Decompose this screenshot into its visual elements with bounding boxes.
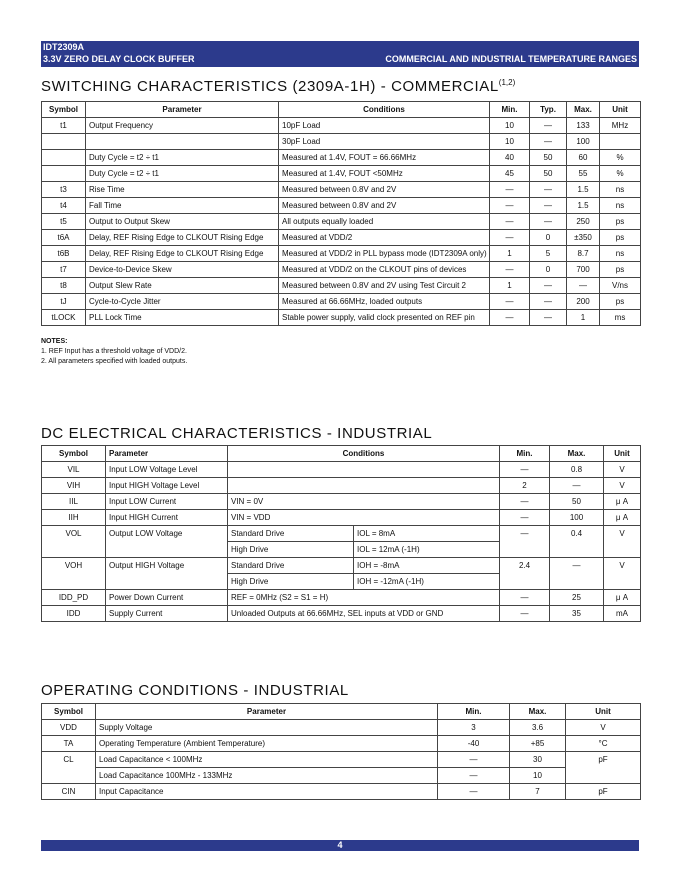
header-cell: Min.: [490, 102, 530, 118]
table-cell: MHz: [600, 118, 641, 134]
table-cell: —: [490, 294, 530, 310]
header-cell: Symbol: [42, 102, 86, 118]
table-cell: 133: [567, 118, 600, 134]
table-cell: 45: [490, 166, 530, 182]
header-cell: Symbol: [42, 704, 96, 720]
min-cell: 2.4: [500, 558, 550, 590]
switching-header-row: [42, 102, 641, 118]
unit-cell: V: [604, 478, 641, 494]
table-cell: Measured between 0.8V and 2V using Test Circuit 2: [279, 278, 490, 294]
table-cell: t5: [42, 214, 86, 230]
table-row: [42, 198, 641, 214]
table-cell: —: [490, 214, 530, 230]
table-cell: —: [490, 230, 530, 246]
max-cell: 30: [510, 752, 566, 768]
symbol-cell: TA: [42, 736, 96, 752]
switching-title: SWITCHING CHARACTERISTICS (2309A-1H) - COMMERCIAL$^{(1,2)}$: [41, 78, 516, 95]
unit-cell: pF: [566, 784, 641, 800]
table-cell: 200: [567, 294, 600, 310]
table-cell: t3: [42, 182, 86, 198]
unit-cell: V: [566, 720, 641, 736]
table-row: [42, 310, 641, 326]
table-row: [42, 606, 641, 622]
table-cell: 40: [490, 150, 530, 166]
note-2: 2. All parameters specified with loaded outputs.: [41, 358, 188, 365]
table-cell: Fall Time: [86, 198, 279, 214]
table-cell: —: [530, 214, 567, 230]
table-cell: Cycle-to-Cycle Jitter: [86, 294, 279, 310]
min-cell: —: [500, 510, 550, 526]
unit-cell: μ A: [604, 510, 641, 526]
table-cell: %: [600, 166, 641, 182]
parameter-cell: Output HIGH Voltage: [106, 558, 228, 590]
max-cell: 25: [550, 590, 604, 606]
table-row: [42, 590, 641, 606]
conditions-cell: REF = 0MHz (S2 = S1 = H): [228, 590, 500, 606]
temperature-range: COMMERCIAL AND INDUSTRIAL TEMPERATURE RANGES: [385, 54, 637, 64]
table-row: [42, 526, 641, 542]
table-cell: [600, 134, 641, 150]
table-cell: All outputs equally loaded: [279, 214, 490, 230]
parameter-cell: Input Capacitance: [96, 784, 438, 800]
min-cell: —: [500, 526, 550, 558]
table-cell: Measured at VDD/2: [279, 230, 490, 246]
parameter-cell: Load Capacitance < 100MHz: [96, 752, 438, 768]
table-row: [42, 246, 641, 262]
min-cell: —: [438, 752, 510, 768]
conditions-cell: Unloaded Outputs at 66.66MHz, SEL inputs at VDD or GND: [228, 606, 500, 622]
conditions-cell: VIN = 0V: [228, 494, 500, 510]
table-cell: t6A: [42, 230, 86, 246]
table-cell: PLL Lock Time: [86, 310, 279, 326]
table-cell: —: [530, 134, 567, 150]
table-row: [42, 784, 641, 800]
table-row: [42, 752, 641, 768]
drive-cell: High Drive: [228, 574, 354, 590]
table-cell: Rise Time: [86, 182, 279, 198]
drive-cell: Standard Drive: [228, 558, 354, 574]
table-cell: Delay, REF Rising Edge to CLKOUT Rising Edge: [86, 246, 279, 262]
table-row: [42, 278, 641, 294]
dc-table: [41, 445, 641, 622]
parameter-cell: Input HIGH Current: [106, 510, 228, 526]
table-cell: t8: [42, 278, 86, 294]
table-cell: —: [530, 182, 567, 198]
symbol-cell: IIH: [42, 510, 106, 526]
table-cell: 8.7: [567, 246, 600, 262]
table-row: [42, 478, 641, 494]
table-cell: 50: [530, 166, 567, 182]
symbol-cell: VDD: [42, 720, 96, 736]
header-cell: Parameter: [106, 446, 228, 462]
table-cell: Delay, REF Rising Edge to CLKOUT Rising Edge: [86, 230, 279, 246]
page-number: 4: [337, 840, 343, 850]
conditions-cell: IOL = 12mA (-1H): [354, 542, 500, 558]
table-cell: 0: [530, 230, 567, 246]
header-cell: Min.: [500, 446, 550, 462]
dc-title: DC ELECTRICAL CHARACTERISTICS - INDUSTRIAL: [41, 425, 433, 442]
table-cell: ps: [600, 294, 641, 310]
table-cell: —: [530, 294, 567, 310]
table-cell: —: [490, 310, 530, 326]
table-cell: Measured between 0.8V and 2V: [279, 198, 490, 214]
table-row: [42, 150, 641, 166]
min-cell: 3: [438, 720, 510, 736]
header-cell: Conditions: [228, 446, 500, 462]
parameter-cell: Load Capacitance 100MHz - 133MHz: [96, 768, 438, 784]
table-cell: —: [530, 310, 567, 326]
op-header-row: [42, 704, 641, 720]
max-cell: 0.4: [550, 526, 604, 558]
table-row: [42, 510, 641, 526]
unit-cell: V: [604, 558, 641, 590]
table-cell: —: [530, 118, 567, 134]
min-cell: —: [500, 606, 550, 622]
notes-title: NOTES:: [41, 338, 68, 345]
unit-cell: V: [604, 462, 641, 478]
table-cell: t1: [42, 118, 86, 134]
table-cell: tLOCK: [42, 310, 86, 326]
table-row: [42, 214, 641, 230]
table-cell: Measured at 1.4V, FOUT = 66.66MHz: [279, 150, 490, 166]
conditions-cell: IOH = -12mA (-1H): [354, 574, 500, 590]
min-cell: —: [500, 462, 550, 478]
table-row: [42, 230, 641, 246]
table-cell: 100: [567, 134, 600, 150]
max-cell: —: [550, 478, 604, 494]
unit-cell: V: [604, 526, 641, 558]
parameter-cell: Input LOW Current: [106, 494, 228, 510]
table-cell: 50: [530, 150, 567, 166]
table-cell: 60: [567, 150, 600, 166]
max-cell: +85: [510, 736, 566, 752]
max-cell: 100: [550, 510, 604, 526]
unit-cell: pF: [566, 752, 641, 784]
part-subtitle: 3.3V ZERO DELAY CLOCK BUFFER: [43, 54, 195, 64]
max-cell: 10: [510, 768, 566, 784]
unit-cell: μ A: [604, 494, 641, 510]
header-cell: Min.: [438, 704, 510, 720]
header-cell: Max.: [567, 102, 600, 118]
header-cell: Parameter: [86, 102, 279, 118]
drive-cell: High Drive: [228, 542, 354, 558]
max-cell: 50: [550, 494, 604, 510]
op-title: OPERATING CONDITIONS - INDUSTRIAL: [41, 682, 349, 699]
table-cell: ps: [600, 214, 641, 230]
table-cell: 1.5: [567, 198, 600, 214]
table-row: [42, 720, 641, 736]
unit-cell: μ A: [604, 590, 641, 606]
symbol-cell: VOL: [42, 526, 106, 558]
table-cell: Duty Cycle = t2 ÷ t1: [86, 166, 279, 182]
header-cell: Parameter: [96, 704, 438, 720]
note-1: 1. REF Input has a threshold voltage of VDD/2.: [41, 348, 187, 355]
parameter-cell: Input HIGH Voltage Level: [106, 478, 228, 494]
table-cell: t6B: [42, 246, 86, 262]
table-row: [42, 768, 641, 784]
symbol-cell: IIL: [42, 494, 106, 510]
table-cell: t7: [42, 262, 86, 278]
table-cell: Measured at 66.66MHz, loaded outputs: [279, 294, 490, 310]
table-cell: —: [490, 262, 530, 278]
symbol-cell: IDD: [42, 606, 106, 622]
min-cell: —: [438, 768, 510, 784]
table-cell: 1: [567, 310, 600, 326]
table-cell: 1: [490, 278, 530, 294]
drive-cell: Standard Drive: [228, 526, 354, 542]
parameter-cell: Input LOW Voltage Level: [106, 462, 228, 478]
op-table: [41, 703, 641, 800]
min-cell: —: [500, 494, 550, 510]
table-cell: 10: [490, 118, 530, 134]
parameter-cell: Supply Voltage: [96, 720, 438, 736]
table-cell: ps: [600, 230, 641, 246]
table-cell: —: [530, 198, 567, 214]
max-cell: —: [550, 558, 604, 590]
table-cell: 250: [567, 214, 600, 230]
header-cell: Unit: [600, 102, 641, 118]
table-cell: Measured at VDD/2 in PLL bypass mode (IDT2309A only): [279, 246, 490, 262]
table-cell: —: [567, 278, 600, 294]
unit-cell: °C: [566, 736, 641, 752]
conditions-cell: IOH = -8mA: [354, 558, 500, 574]
table-cell: ns: [600, 198, 641, 214]
table-cell: 55: [567, 166, 600, 182]
parameter-cell: Output LOW Voltage: [106, 526, 228, 558]
notes: [41, 337, 187, 367]
table-cell: 5: [530, 246, 567, 262]
table-cell: Measured at VDD/2 on the CLKOUT pins of devices: [279, 262, 490, 278]
table-cell: [86, 134, 279, 150]
table-cell: 10: [490, 134, 530, 150]
symbol-cell: VIH: [42, 478, 106, 494]
table-cell: Output Slew Rate: [86, 278, 279, 294]
switching-title-sup: (1,2): [498, 78, 516, 87]
table-cell: %: [600, 150, 641, 166]
symbol-cell: VOH: [42, 558, 106, 590]
min-cell: -40: [438, 736, 510, 752]
table-cell: t4: [42, 198, 86, 214]
table-cell: 30pF Load: [279, 134, 490, 150]
table-row: [42, 558, 641, 574]
table-cell: —: [490, 198, 530, 214]
table-row: [42, 736, 641, 752]
min-cell: —: [500, 590, 550, 606]
table-row: [42, 262, 641, 278]
parameter-cell: Supply Current: [106, 606, 228, 622]
table-row: [42, 134, 641, 150]
table-cell: 10pF Load: [279, 118, 490, 134]
symbol-cell: IDD_PD: [42, 590, 106, 606]
table-cell: Duty Cycle = t2 ÷ t1: [86, 150, 279, 166]
parameter-cell: Power Down Current: [106, 590, 228, 606]
table-cell: Stable power supply, valid clock presented on REF pin: [279, 310, 490, 326]
unit-cell: mA: [604, 606, 641, 622]
table-row: [42, 118, 641, 134]
table-row: [42, 494, 641, 510]
header-cell: Max.: [510, 704, 566, 720]
table-cell: 1: [490, 246, 530, 262]
dc-header-row: [42, 446, 641, 462]
table-cell: Measured at 1.4V, FOUT <50MHz: [279, 166, 490, 182]
header-cell: Symbol: [42, 446, 106, 462]
header-cell: Conditions: [279, 102, 490, 118]
table-cell: Device-to-Device Skew: [86, 262, 279, 278]
table-cell: [42, 150, 86, 166]
table-cell: Measured between 0.8V and 2V: [279, 182, 490, 198]
table-cell: [42, 166, 86, 182]
max-cell: 0.8: [550, 462, 604, 478]
switching-table: [41, 101, 641, 326]
symbol-cell: CIN: [42, 784, 96, 800]
table-cell: 0: [530, 262, 567, 278]
table-cell: ms: [600, 310, 641, 326]
header-cell: Unit: [566, 704, 641, 720]
table-cell: ns: [600, 182, 641, 198]
table-row: [42, 166, 641, 182]
min-cell: 2: [500, 478, 550, 494]
conditions-cell: IOL = 8mA: [354, 526, 500, 542]
table-row: [42, 182, 641, 198]
conditions-cell: [228, 478, 500, 494]
table-cell: V/ns: [600, 278, 641, 294]
min-cell: —: [438, 784, 510, 800]
table-cell: ±350: [567, 230, 600, 246]
table-cell: ns: [600, 246, 641, 262]
table-cell: —: [530, 278, 567, 294]
header-cell: Max.: [550, 446, 604, 462]
table-cell: —: [490, 182, 530, 198]
table-row: [42, 294, 641, 310]
table-cell: 700: [567, 262, 600, 278]
max-cell: 35: [550, 606, 604, 622]
symbol-cell: VIL: [42, 462, 106, 478]
table-cell: [42, 134, 86, 150]
conditions-cell: [228, 462, 500, 478]
table-row: [42, 462, 641, 478]
header-cell: Typ.: [530, 102, 567, 118]
symbol-cell: CL: [42, 752, 96, 784]
page-footer: [41, 840, 639, 851]
table-cell: 1.5: [567, 182, 600, 198]
page-header: [41, 41, 639, 67]
table-cell: ps: [600, 262, 641, 278]
part-number: IDT2309A: [43, 42, 85, 52]
table-cell: Output Frequency: [86, 118, 279, 134]
max-cell: 3.6: [510, 720, 566, 736]
parameter-cell: Operating Temperature (Ambient Temperature): [96, 736, 438, 752]
table-cell: Output to Output Skew: [86, 214, 279, 230]
max-cell: 7: [510, 784, 566, 800]
conditions-cell: VIN = VDD: [228, 510, 500, 526]
header-cell: Unit: [604, 446, 641, 462]
table-cell: tJ: [42, 294, 86, 310]
